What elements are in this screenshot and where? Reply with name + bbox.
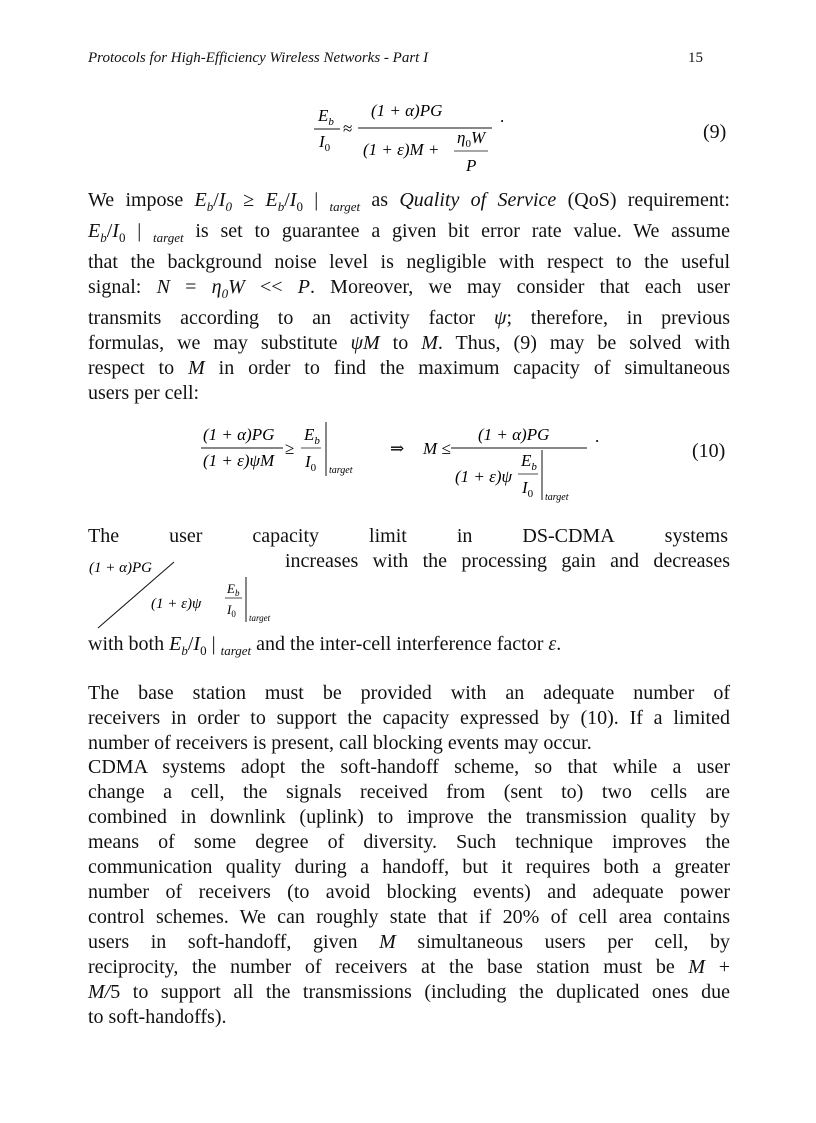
eq10-left-den: (1 + ε)ψM [203,451,275,470]
p4-line-4: means of some degree of diversity. Such technique improves the [88,831,730,853]
eq10-right-target: target [545,492,569,503]
equation-10-label: (10) [692,440,726,462]
inline-capacity-ratio [86,550,286,632]
p4-line-10: M/5 to support all the transmissions (including the duplicated ones due [88,981,730,1003]
ratio-i0: $I_0$ [227,602,236,619]
ratio-den: (1 + ε)ψ [151,596,202,612]
p1-line-6: formulas, we may substitute ψM to M. Thus, (9) may be solved with [88,332,730,354]
p3-line-2: receivers in order to support the capacity expressed by (10). If a limited [88,707,730,729]
p1-line-5: transmits according to an activity factor ψ; therefore, in previous [88,307,730,329]
eq9-numerator: (1 + α)PG [371,101,443,120]
p1-line-3: that the background noise level is negligible with respect to the useful [88,251,730,273]
eq10-eb: $E_b$ [304,425,320,447]
running-header [88,50,703,67]
eq10-right-i0: $I_0$ [522,478,534,500]
p1-line-1: We impose $E_b/I_0 \ge E_b/I_0$ | $_{target}$ as Quality of Service (QoS) requirement: [88,189,730,214]
equation-10 [195,412,615,512]
p4-line-7: control schemes. We can roughly state that if 20% of cell area contains [88,906,730,928]
p4-line-3: combined in downlink (uplink) to improve the transmission quality by [88,806,730,828]
p1-line-2: $E_b/I_0$ | $_{target}$ is set to guarantee a given bit error rate value. We assume [88,220,730,245]
p4-line-8: users in soft-handoff, given M simultaneous users per cell, by [88,931,731,953]
paragraph-4 [88,755,730,1030]
ratio-num: (1 + α)PG [89,560,152,576]
paragraph-3 [88,681,730,756]
p2-line-2: increases with the processing gain and decreases [285,550,730,572]
eq10-target: target [329,465,353,476]
eq10-dot: . [595,427,600,446]
p4-line-9: reciprocity, the number of receivers at the base station must be M + [88,956,730,978]
p4-line-5: communication quality during a handoff, but it requires both a greater [88,856,730,878]
p4-line-11: to soft-handoffs). [88,1006,227,1028]
eq9-approx: ≈ [343,119,353,138]
p3-line-1: The base station must be provided with an adequate number of [88,682,730,704]
page-number: 15 [688,50,703,66]
eq9-lhs-num: $E_b$ [318,106,334,128]
p4-line-2: change a cell, the signals received from (sent to) two cells are [88,781,730,803]
eq9-inner-den: P [466,156,477,175]
p1-line-8: users per cell: [88,382,200,404]
eq10-right-den: (1 + ε)ψ [455,467,513,486]
eq10-right-num: (1 + α)PG [478,425,550,444]
ratio-target: target [249,613,271,623]
eq10-geq: ≥ [285,439,295,458]
paragraph-1 [88,188,730,406]
p4-line-1: CDMA systems adopt the soft-handoff scheme, so that while a user [88,756,730,778]
eq10-left-num: (1 + α)PG [203,425,275,444]
header-title: Protocols for High-Efficiency Wireless Networks - Part I [88,50,429,66]
equation-9 [300,92,540,188]
p2-line-3: with both $E_b/I_0$ | $_{target}$ and the inter-cell interference factor ε. [88,633,562,658]
eq10-m-leq: M ≤ [423,439,451,458]
eq9-den-left: (1 + ε)M + [363,140,440,159]
ratio-eb: $E_b$ [227,581,240,598]
eq10-implies: ⇒ [390,439,405,458]
p1-line-4: signal: $N = \eta_0W << P$. Moreover, we may consider that each user [88,276,730,301]
p3-line-3: number of receivers is present, call blocking events may occur. [88,732,592,754]
eq9-dot: . [500,107,505,126]
eq9-inner-num: $\eta_0W$ [457,128,486,150]
eq10-right-eb: $E_b$ [521,451,537,473]
p2-line-1: The user capacity limit in DS-CDMA systems [88,525,728,547]
eq10-i0: $I_0$ [305,452,317,474]
eq9-lhs-den: $I_0$ [319,132,331,154]
p4-line-6: number of receivers (to avoid blocking events) and adequate power [88,881,730,903]
p1-line-7: respect to M in order to find the maximum capacity of simultaneous [88,357,731,379]
equation-9-label: (9) [703,121,727,143]
